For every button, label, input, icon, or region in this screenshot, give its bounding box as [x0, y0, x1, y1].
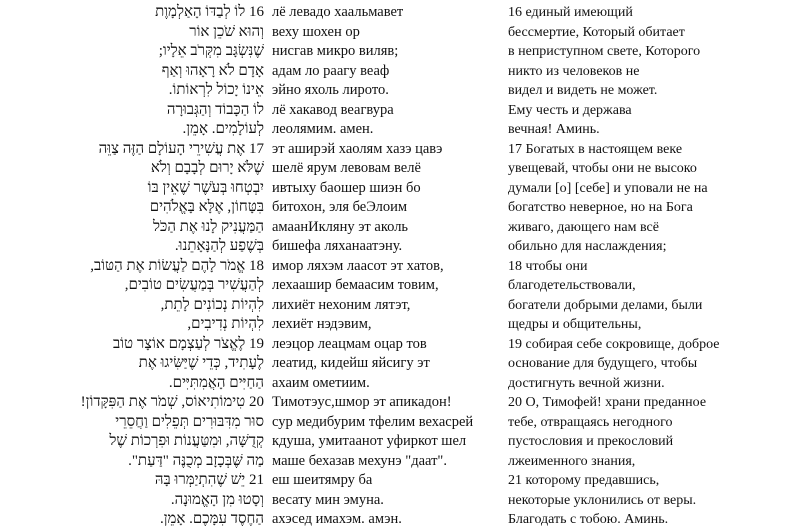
hebrew-line: אֵינוֹ יָכוֹל לִרְאוֹתוֹ. — [168, 82, 264, 98]
translit-line: нисгав микро виляв; — [272, 43, 399, 59]
hebrew-line: 21 יֵשׁ שֶׁהִתְיַמְּרוּ בָּהּ — [154, 472, 264, 488]
russian-line: никто из человеков не — [508, 63, 640, 79]
hebrew-line: 16 לוֹ לְבַדּוֹ הָאַלְמָוֶת — [155, 4, 264, 20]
russian-line: 17 Богатых в настоящем веке — [508, 141, 683, 157]
hebrew-line: לִהְיוֹת נְכוֹנִים לָתֵת, — [160, 296, 264, 313]
russian-line: богатство неверное, но на Бога — [508, 200, 693, 215]
russian-line: Благодать с тобою. Аминь. — [508, 512, 669, 527]
russian-line: увещевай, чтобы они не высоко — [508, 161, 697, 176]
translit-line: лё левадо хаальмавет — [272, 4, 404, 20]
hebrew-line: 19 לֶאֱצֹר לְעַצְמָם אוֹצָר טוֹב — [112, 335, 264, 352]
hebrew-line: סוּר מִדִּבּוּרִים תְּפֵלִים וַחֲסֵרֵי — [115, 413, 264, 430]
russian-line: основание для будущего, чтобы — [508, 356, 698, 371]
hebrew-line: לוֹ הַכָּבוֹד וְהַגְּבוּרָה — [166, 101, 264, 118]
translit-line: леатид, кидейш яйсигу эт — [272, 355, 430, 371]
russian-line: достигнуть вечной жизни. — [508, 375, 665, 391]
translit-line: эйно яхоль лирото. — [272, 82, 389, 98]
translit-line: имор ляхэм лаасот эт хатов, — [272, 257, 444, 274]
russian-line: видел и видеть не может. — [508, 83, 658, 98]
hebrew-line: קְדֻשָּׁה, וּמִטַּעֲנוֹת וּפִרְכוֹת שֶׁל — [109, 433, 264, 449]
russian-line: 19 собирая себе сокровище, доброе — [508, 336, 720, 352]
hebrew-line: אָדָם לֹא רָאָהוּ וְאַף — [161, 62, 264, 79]
hebrew-line: שֶׁלֹּא יָרוּם לְבָבָם וְלֹא — [150, 160, 264, 176]
translit-line: ахаим ометиим. — [272, 374, 370, 391]
russian-line: 16 единый имеющий — [508, 5, 633, 20]
translit-line: ахэсед имахэм. амэн. — [272, 511, 402, 527]
translit-line: леэцор леацмам оцар тов — [272, 335, 427, 352]
hebrew-line: לְהַעֲשִׁיר בְּמַעֲשִׂים טוֹבִים, — [124, 277, 264, 293]
russian-line: 18 чтобы они — [508, 258, 588, 274]
russian-line: вечная! Аминь. — [508, 122, 600, 137]
russian-line: бессмертие, Который обитает — [508, 24, 685, 40]
translit-line: лё хакавод веагвура — [272, 101, 394, 118]
hebrew-line: הַמַּעֲנִיק לָנוּ אֶת הַכֹּל — [153, 218, 264, 235]
russian-line: благодетельствовали, — [508, 278, 636, 293]
russian-translation-column — [508, 3, 796, 530]
hebrew-line: בְּשֶׁפַע לְהַנָּאָתֵנוּ. — [174, 238, 264, 254]
hebrew-line: לֶעָתִיד, כְּדֵי שֶׁיַּשִּׂיגוּ אֶת — [138, 355, 264, 371]
russian-line: 20 О, Тимофей! храни преданное — [508, 395, 707, 410]
translit-line: лехаашир бемаасим товим, — [272, 277, 439, 293]
hebrew-line: וְסָטוּ מִן הָאֱמוּנָה. — [170, 491, 264, 508]
hebrew-line: מַה שֶּׁבְּכָזָב מְכֻנֶּה "דַּעַת". — [128, 452, 264, 469]
translit-line: ивтыху баошер шиэн бо — [272, 179, 421, 196]
russian-line: богатели добрыми делами, были — [508, 297, 703, 313]
translit-line: Тимотэус,шмор эт апикадон! — [272, 394, 452, 410]
russian-line: обильно для наслаждения; — [508, 239, 667, 254]
translit-line: шелё ярум левовам велё — [272, 160, 421, 176]
hebrew-line: וְהוּא שֹׁכֵן אוֹר — [189, 23, 264, 40]
translit-line: сур медибурим тфелим вехасрей — [272, 413, 474, 430]
russian-line: тебе, отвращаясь негодного — [508, 414, 673, 430]
translit-line: эт аширэй хаолям хазэ цавэ — [272, 140, 443, 157]
hebrew-line: 17 אֶת עֲשִׁירֵי הָעוֹלָם הַזֶּה צַוֵּה — [98, 140, 264, 157]
hebrew-line: 20 טִימוֹתִיאוֹס, שְׁמֹר אֶת הַפִּקָּדוֹן! — [80, 394, 264, 410]
russian-line: пустословия и прекословий — [508, 434, 674, 449]
translit-line: кдуша, умитаанот уфиркот шел — [272, 433, 467, 449]
translit-line: весату мин эмуна. — [272, 491, 384, 508]
translit-line: лихиёт нехоним лятэт, — [272, 296, 411, 313]
translit-line: лехиёт нэдэвим, — [272, 316, 372, 332]
transliteration-column — [272, 3, 484, 530]
hebrew-line: שֶׁנִּשְׂגָּב מִקְּרֹב אֵלָיו; — [158, 43, 264, 59]
hebrew-line: לִהְיוֹת נְדִיבִים, — [187, 316, 264, 332]
translit-line: битохон, эля беЭлоим — [272, 199, 408, 215]
translit-line: маше бехазав мехунэ "даат". — [272, 452, 447, 469]
translit-line: амаанИкляну эт аколь — [272, 218, 409, 235]
hebrew-line: הַחֶסֶד עִמָּכֶם. אָמֵן. — [159, 511, 264, 527]
russian-line: некоторые уклонились от веры. — [508, 492, 697, 508]
translit-line: леолямим. амен. — [272, 121, 374, 137]
russian-line: 21 которому предавшись, — [508, 473, 660, 488]
hebrew-line: יִבְטְחוּ בְּעֹשֶׁר שֶׁאֵין בּוֹ — [147, 179, 264, 196]
russian-line: думали [о] [себе] и уповали не на — [508, 180, 708, 196]
russian-line: в неприступном свете, Которого — [508, 44, 701, 59]
hebrew-line: בִּטָּחוֹן, אֶלָּא בָּאֱלֹהִים — [149, 199, 264, 215]
russian-line: лжеименного знания, — [508, 453, 636, 469]
russian-line: живаго, дающего нам всё — [508, 219, 659, 235]
hebrew-line: הַחַיִּים הָאֲמִתִּיִּים. — [168, 374, 264, 391]
russian-line: щедры и общительны, — [508, 317, 642, 332]
hebrew-line: לְעוֹלָמִים. אָמֵן. — [182, 121, 264, 137]
hebrew-line: 18 אֱמֹר לָהֶם לַעֲשׂוֹת אֶת הַטּוֹב, — [90, 257, 264, 274]
translit-line: адам ло раагу веаф — [272, 62, 390, 79]
russian-line: Ему честь и держава — [508, 102, 632, 118]
hebrew-text-column — [4, 3, 264, 530]
translit-line: еш шеитямру ба — [272, 472, 373, 488]
translit-line: бишефа ляханаатэну. — [272, 238, 403, 254]
translit-line: веху шохен ор — [272, 23, 360, 40]
